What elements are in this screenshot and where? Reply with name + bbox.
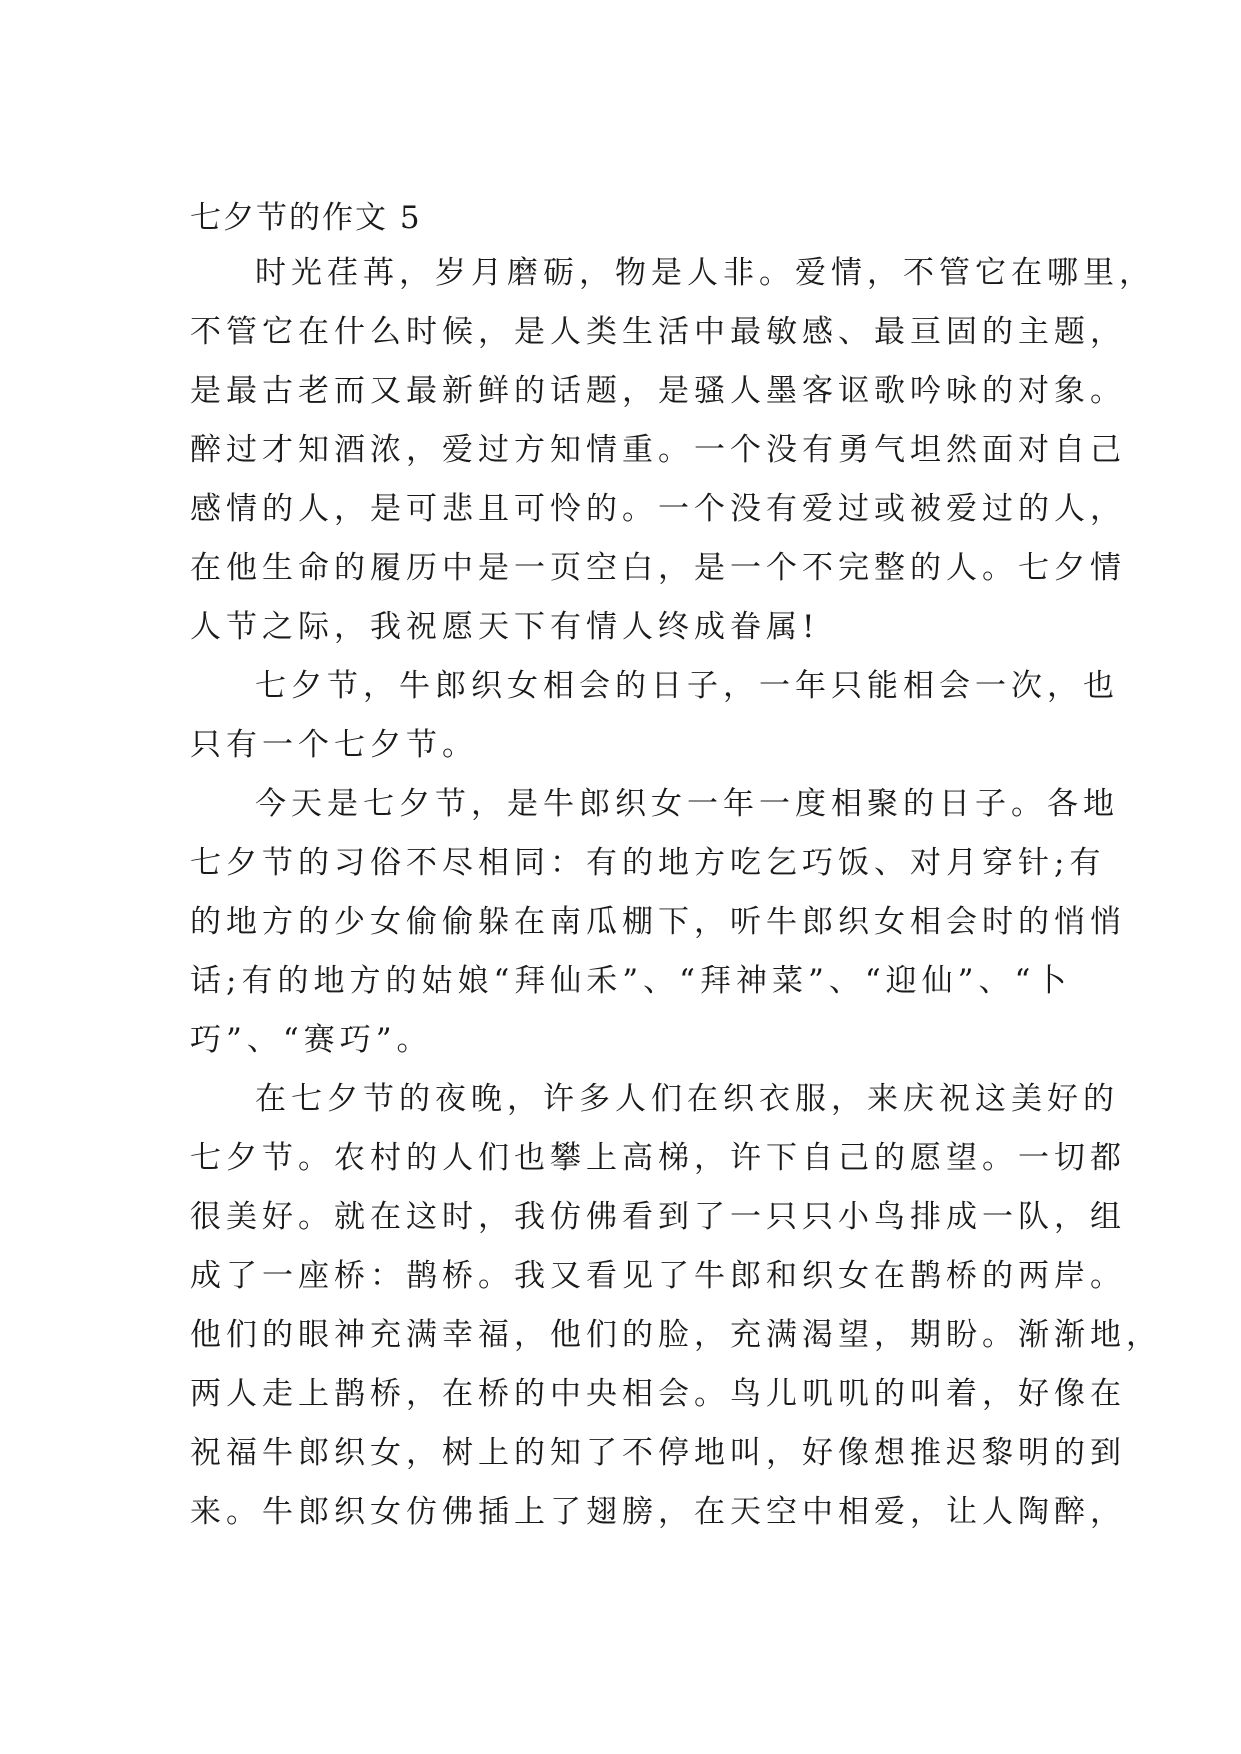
text-line: 成了一座桥：鹊桥。我又看见了牛郎和织女在鹊桥的两岸。 — [190, 1258, 1126, 1294]
text-line: 在七夕节的夜晚，许多人们在织衣服，来庆祝这美好的 — [255, 1081, 1119, 1117]
text-line: 的地方的少女偷偷躲在南瓜棚下，听牛郎织女相会时的悄悄 — [190, 904, 1126, 940]
text-line: 话;有的地方的姑娘“拜仙禾”、“拜神菜”、“迎仙”、“卜 — [190, 963, 1072, 999]
text-line: 不管它在什么时候，是人类生活中最敏感、最亘固的主题， — [190, 314, 1126, 350]
text-line: 来。牛郎织女仿佛插上了翅膀，在天空中相爱，让人陶醉， — [190, 1494, 1126, 1530]
text-line: 醉过才知酒浓，爱过方知情重。一个没有勇气坦然面对自己 — [190, 432, 1126, 468]
text-line: 只有一个七夕节。 — [190, 727, 478, 763]
text-line: 他们的眼神充满幸福，他们的脸，充满渴望，期盼。渐渐地， — [190, 1317, 1162, 1353]
text-line: 在他生命的履历中是一页空白，是一个不完整的人。七夕情 — [190, 550, 1126, 586]
text-line: 七夕节。农村的人们也攀上高梯，许下自己的愿望。一切都 — [190, 1140, 1126, 1176]
text-line: 感情的人，是可悲且可怜的。一个没有爱过或被爱过的人， — [190, 491, 1126, 527]
document-title: 七夕节的作文 5 — [190, 200, 422, 236]
text-line: 人节之际，我祝愿天下有情人终成眷属! — [190, 609, 820, 645]
text-line: 七夕节，牛郎织女相会的日子，一年只能相会一次，也 — [255, 668, 1119, 704]
text-line: 巧”、“赛巧”。 — [190, 1022, 433, 1058]
text-line: 祝福牛郎织女，树上的知了不停地叫，好像想推迟黎明的到 — [190, 1435, 1126, 1471]
text-line: 是最古老而又最新鲜的话题，是骚人墨客讴歌吟咏的对象。 — [190, 373, 1126, 409]
text-line: 今天是七夕节，是牛郎织女一年一度相聚的日子。各地 — [255, 786, 1119, 822]
text-line: 七夕节的习俗不尽相同：有的地方吃乞巧饭、对月穿针;有 — [190, 845, 1106, 881]
text-line: 时光荏苒，岁月磨砺，物是人非。爱情，不管它在哪里， — [255, 255, 1155, 291]
text-line: 很美好。就在这时，我仿佛看到了一只只小鸟排成一队，组 — [190, 1199, 1126, 1235]
text-line: 两人走上鹊桥，在桥的中央相会。鸟儿叽叽的叫着，好像在 — [190, 1376, 1126, 1412]
